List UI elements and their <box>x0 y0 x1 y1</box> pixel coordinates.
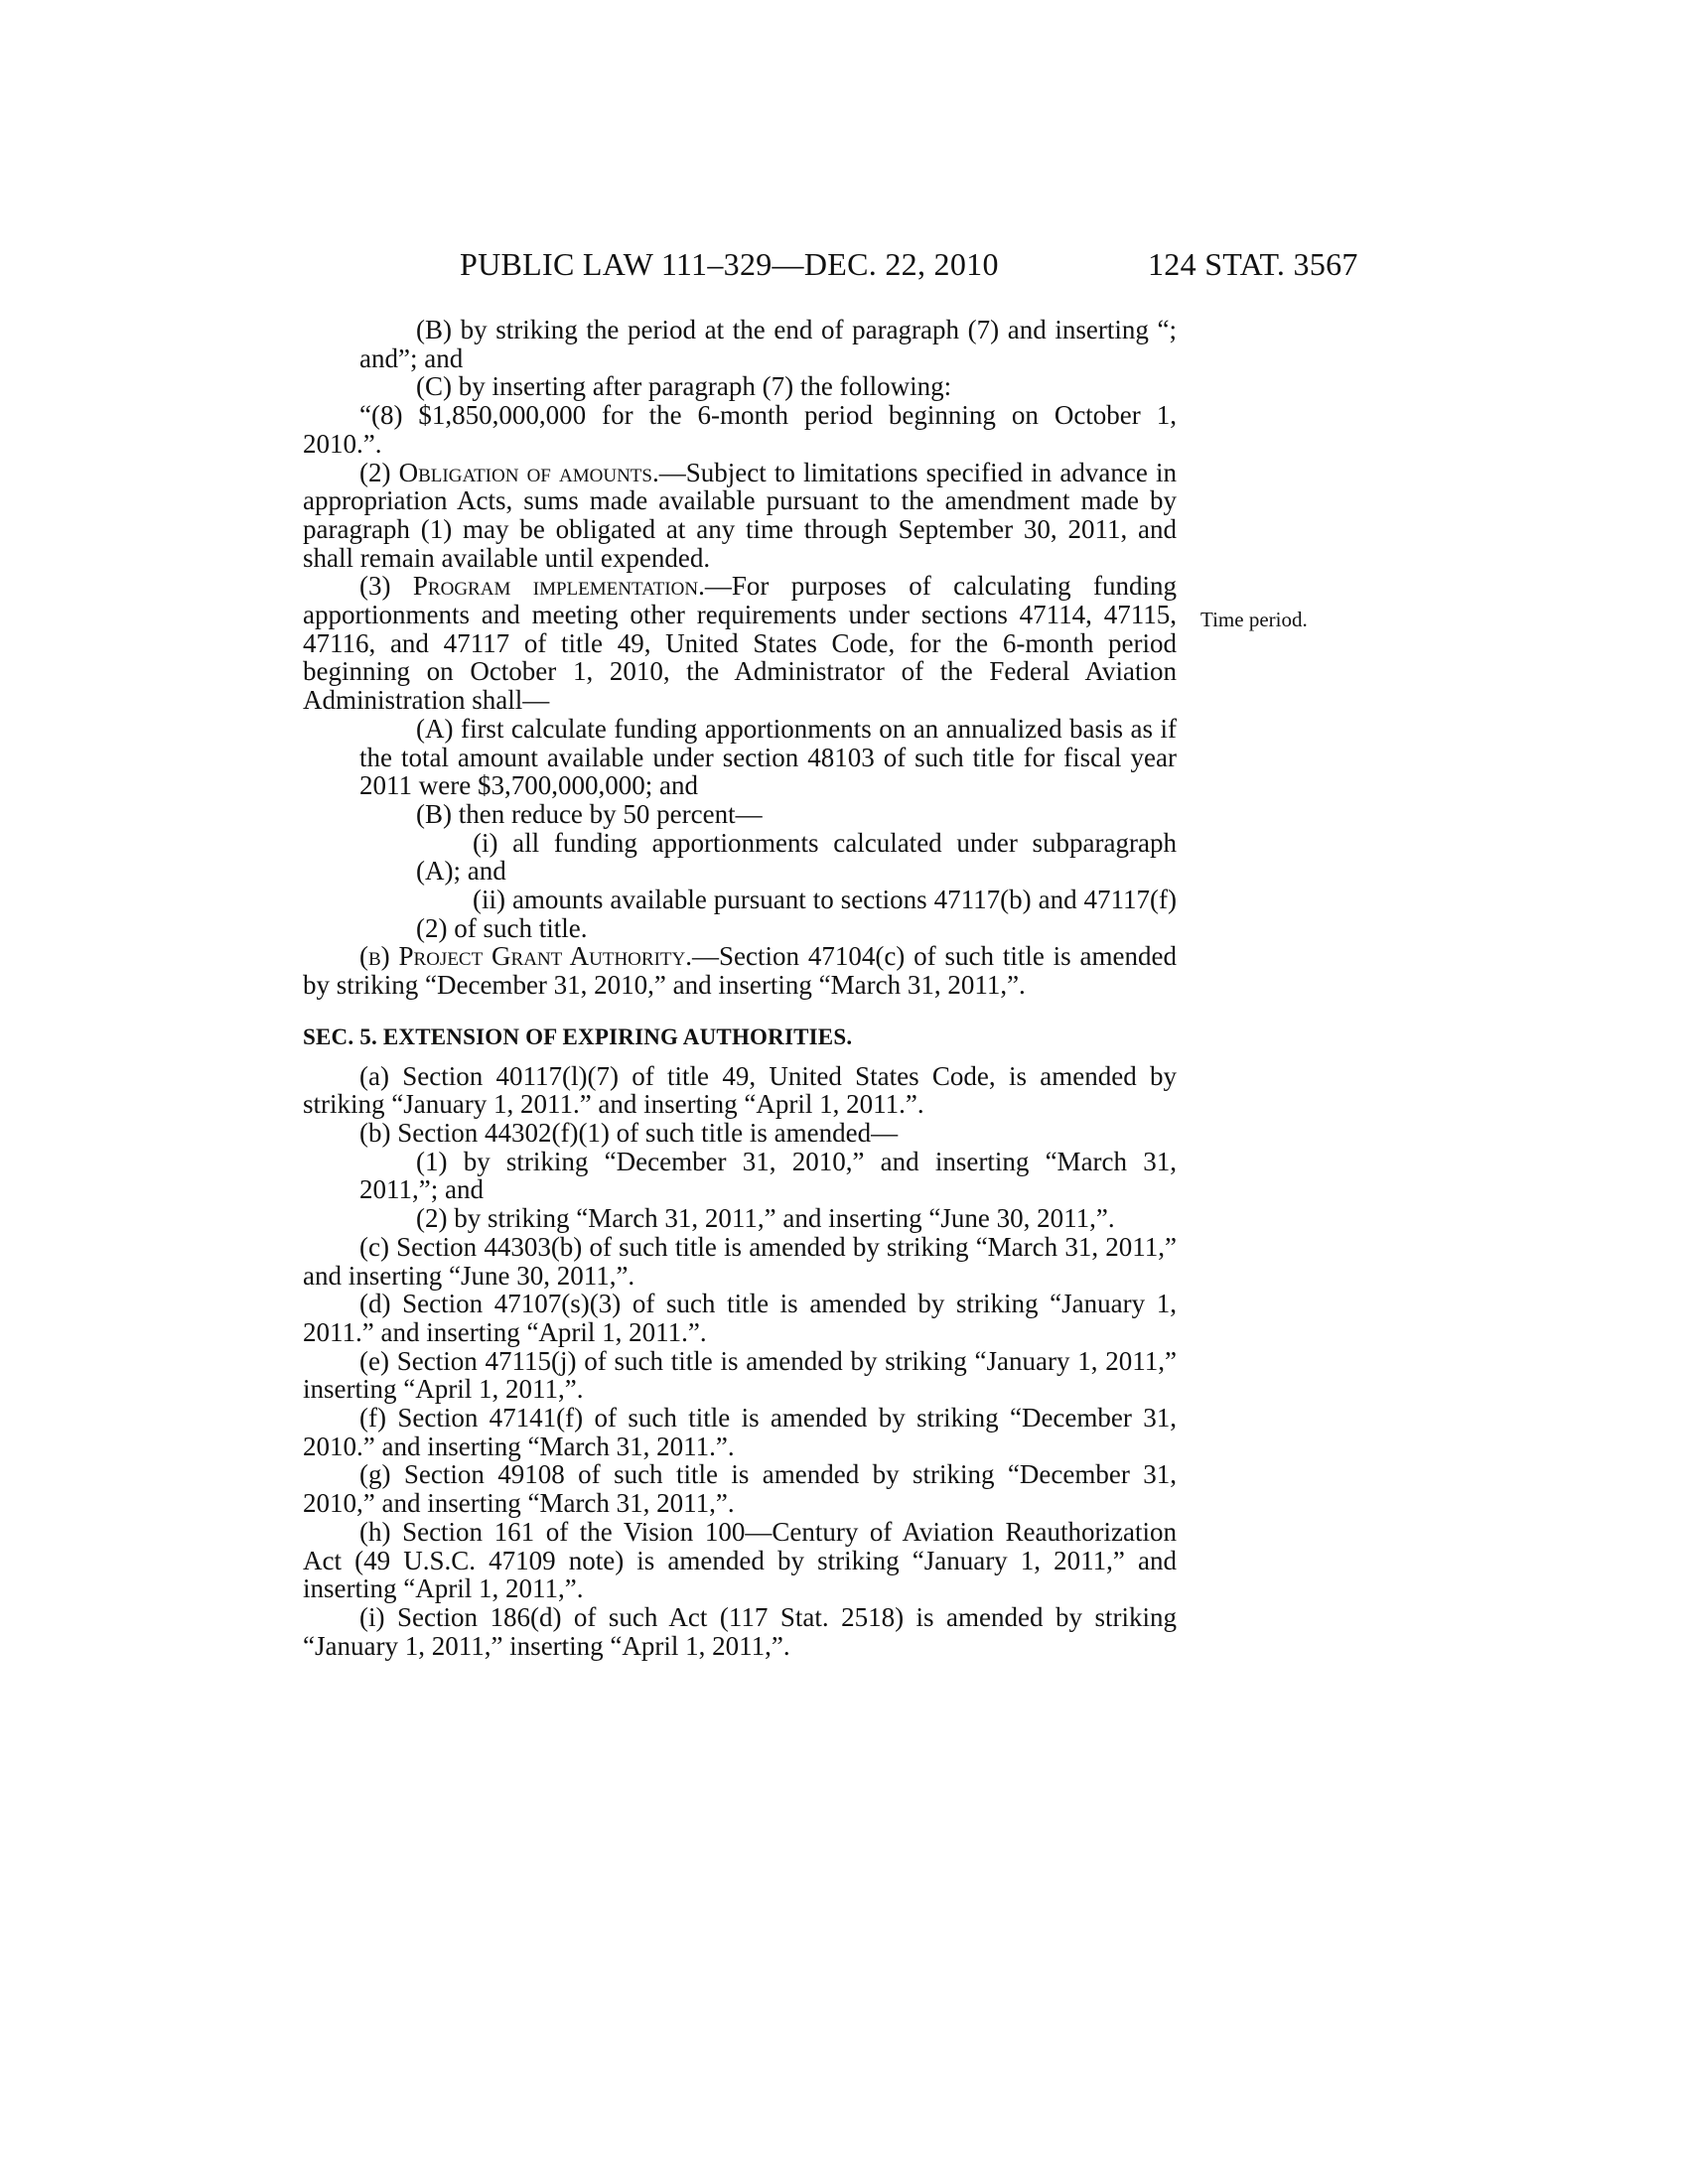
section-5-e: (e) Section 47115(j) of such title is amended by striking “January 1, 2011,” inserting “April 1, 2011,”. <box>303 1345 1177 1405</box>
section-5-b-1: (1) by striking “December 31, 2010,” and inserting “March 31, 2011,”; and <box>359 1146 1177 1205</box>
section-5-f: (f) Section 47141(f) of such title is amended by striking “December 31, 2010.” and inserting “March 31, 2011.”. <box>303 1403 1177 1461</box>
page-header-law: PUBLIC LAW 111–329—DEC. 22, 2010 <box>460 246 999 282</box>
margin-note: Time period. <box>1200 608 1308 631</box>
paragraph-C: (C) by inserting after paragraph (7) the following: <box>416 371 952 402</box>
document-body <box>303 316 1177 1660</box>
text-obligation-of-amounts: —Subject to limitations specified in advance in appropriation Acts, sums made available pursuant to the amendment made by paragraph (1) may be obligated at any time through September 30, 2011, and shall remain available until expended. <box>303 457 1177 573</box>
heading-obligation-of-amounts: (2) Obligation of amounts. <box>359 457 659 487</box>
section-5-g: (g) Section 49108 of such title is amended by striking “December 31, 2010,” and inserting “March 31, 2011,”. <box>303 1459 1177 1519</box>
paragraph-ii-amounts: (ii) amounts available pursuant to sections 47117(b) and 47117(f)(2) of such title. <box>416 885 1177 943</box>
page-header-stat: 124 STAT. 3567 <box>1148 246 1358 282</box>
text-project-grant-authority: —Section 47104(c) of such title is amended by striking “December 31, 2010,” and inserting “March 31, 2011,”. <box>303 941 1177 1001</box>
paragraph-i-apportionments: (i) all funding apportionments calculated under subparagraph (A); and <box>416 827 1177 887</box>
section-5-b-2: (2) by striking “March 31, 2011,” and inserting “June 30, 2011,”. <box>416 1203 1115 1234</box>
section-5-c: (c) Section 44303(b) of such title is amended by striking “March 31, 2011,” and inserting “June 30, 2011,”. <box>303 1231 1177 1291</box>
text-program-implementation: —For purposes of calculating funding apportionments and meeting other requirements under sections 47114, 47115, 47116, and 47117 of title 49, United States Code, for the 6-month period beginning on October 1, 2010, the Administrator of the Federal Aviation Administration shall— <box>303 571 1177 716</box>
section-5-b: (b) Section 44302(f)(1) of such title is amended— <box>359 1117 899 1148</box>
heading-project-grant-authority: (b) Project Grant Authority. <box>359 941 692 972</box>
paragraph-obligation-of-amounts <box>303 459 1177 573</box>
section-5-d: (d) Section 47107(s)(3) of such title is amended by striking “January 1, 2011.” and inserting “April 1, 2011.”. <box>303 1289 1177 1347</box>
section-5-a: (a) Section 40117(l)(7) of title 49, United States Code, is amended by striking “January 1, 2011.” and inserting “April 1, 2011.”. <box>303 1060 1177 1120</box>
heading-program-implementation: (3) Program implementation. <box>359 571 705 602</box>
paragraph-B: (B) by striking the period at the end of paragraph (7) and inserting “; and”; and <box>359 315 1177 373</box>
section-5-heading: SEC. 5. EXTENSION OF EXPIRING AUTHORITIES. <box>303 1024 853 1049</box>
paragraph-project-grant-authority <box>303 942 1177 999</box>
paragraph-B-reduce: (B) then reduce by 50 percent— <box>416 798 763 829</box>
paragraph-8-quote: “(8) $1,850,000,000 for the 6-month period beginning on October 1, 2010.”. <box>303 400 1177 459</box>
paragraph-program-implementation <box>303 572 1177 715</box>
paragraph-A-calculate: (A) first calculate funding apportionments on an annualized basis as if the total amount available under section 48103 of such title for fiscal year 2011 were $3,700,000,000; and <box>359 713 1177 801</box>
section-5-i: (i) Section 186(d) of such Act (117 Stat. 2518) is amended by striking “January 1, 2011,” inserting “April 1, 2011,”. <box>303 1601 1177 1661</box>
section-5-h: (h) Section 161 of the Vision 100—Century of Aviation Reauthorization Act (49 U.S.C. 47109 note) is amended by striking “January 1, 2011,” and inserting “April 1, 2011,”. <box>303 1516 1177 1604</box>
